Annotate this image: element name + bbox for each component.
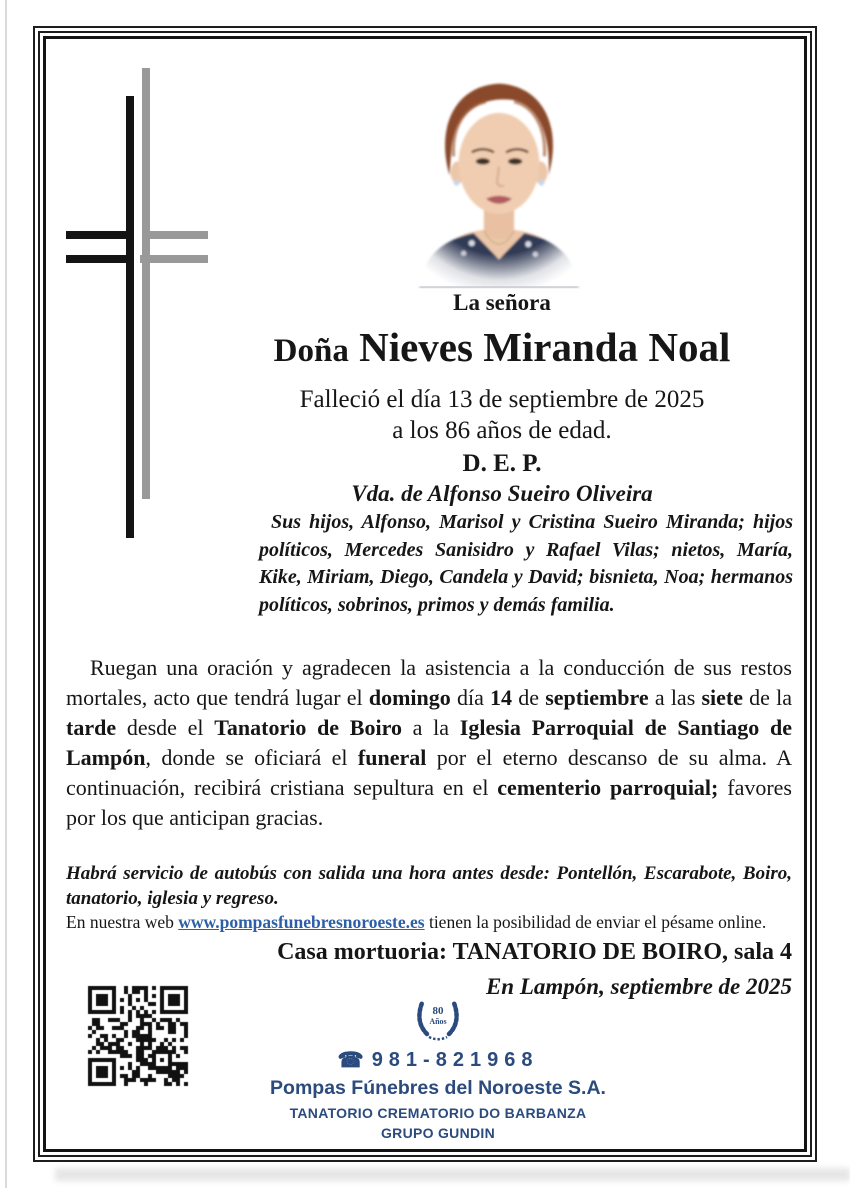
- phone-number: 981-821968: [371, 1049, 539, 1071]
- funeral-home-block: [138, 995, 738, 1143]
- deceased-name-heading: [204, 324, 800, 375]
- scan-bottom-artifact: [55, 1168, 850, 1181]
- dep-abbreviation: D. E. P.: [462, 450, 542, 477]
- badge-years: 80: [432, 1005, 444, 1017]
- widow-line: Vda. de Alfonso Sueiro Oliveira: [351, 481, 653, 506]
- title-block: [204, 289, 800, 508]
- obituary-content: [46, 39, 804, 1149]
- death-date-line: Falleció el día 13 de septiembre de 2025: [299, 386, 705, 413]
- pesame-link[interactable]: www.pompasfunebresnoroeste.es: [178, 912, 425, 932]
- deceased-name: Nieves Miranda Noal: [359, 324, 731, 370]
- facility-name: TANATORIO CREMATORIO DO BARBANZA: [289, 1105, 587, 1121]
- honorific-prefix: La señora: [453, 290, 551, 315]
- group-name: GRUPO GUNDIN: [380, 1125, 496, 1141]
- honorific: Doña: [273, 333, 349, 369]
- deceased-photo: [393, 57, 605, 289]
- middle-border: [38, 31, 812, 1157]
- company-name: Pompas Fúnebres del Noroeste S.A.: [270, 1077, 606, 1099]
- badge-label: Años: [429, 1017, 447, 1026]
- bus-service-note: Habrá servicio de autobús con salida una hora antes desde: Pontellón, Escarabote, Boiro, tanatorio, iglesia y regreso.: [66, 863, 792, 909]
- 80-years-laurel-badge-icon: [412, 995, 464, 1041]
- age-line: a los 86 años de edad.: [392, 417, 612, 444]
- place-date-line: En Lampón, septiembre de 2025: [485, 974, 792, 999]
- memorial-cross-icon: [64, 65, 214, 540]
- mortuary-line: Casa mortuoria: TANATORIO DE BOIRO, sala 4: [277, 939, 792, 965]
- inner-border: [43, 36, 807, 1152]
- scan-edge-artifact: [5, 0, 7, 1188]
- announcement-paragraph: Ruegan una oración y agradecen la asistencia a la conducción de sus restos mortales, acto que tendrá lugar el domingo día 14 de septiembre a las siete de la tarde desde el Tanatorio de Boiro a la Iglesia Parroquial de Santiago de Lampón, donde se oficiará el funeral por el eterno descanso de su alma. A continuación, recibirá cristiana sepultura en el cementerio parroquial; favores por los que anticipan gracias.: [66, 655, 793, 830]
- online-condolences-line: En nuestra web www.pompasfunebresnoroeste.es tienen la posibilidad de enviar el pésame online.: [66, 912, 767, 932]
- outer-border: [33, 26, 817, 1162]
- phone-icon: ☎: [337, 1049, 364, 1072]
- family-paragraph: Sus hijos, Alfonso, Marisol y Cristina Sueiro Miranda; hijos políticos, Mercedes Sanisidro y Rafael Vilas; nietos, María, Kike, Miriam, Diego, Candela y David; bisnieta, Noa; hermanos políticos, sobrinos, primos y demás familia.: [259, 511, 793, 616]
- phone-line: [138, 1047, 738, 1074]
